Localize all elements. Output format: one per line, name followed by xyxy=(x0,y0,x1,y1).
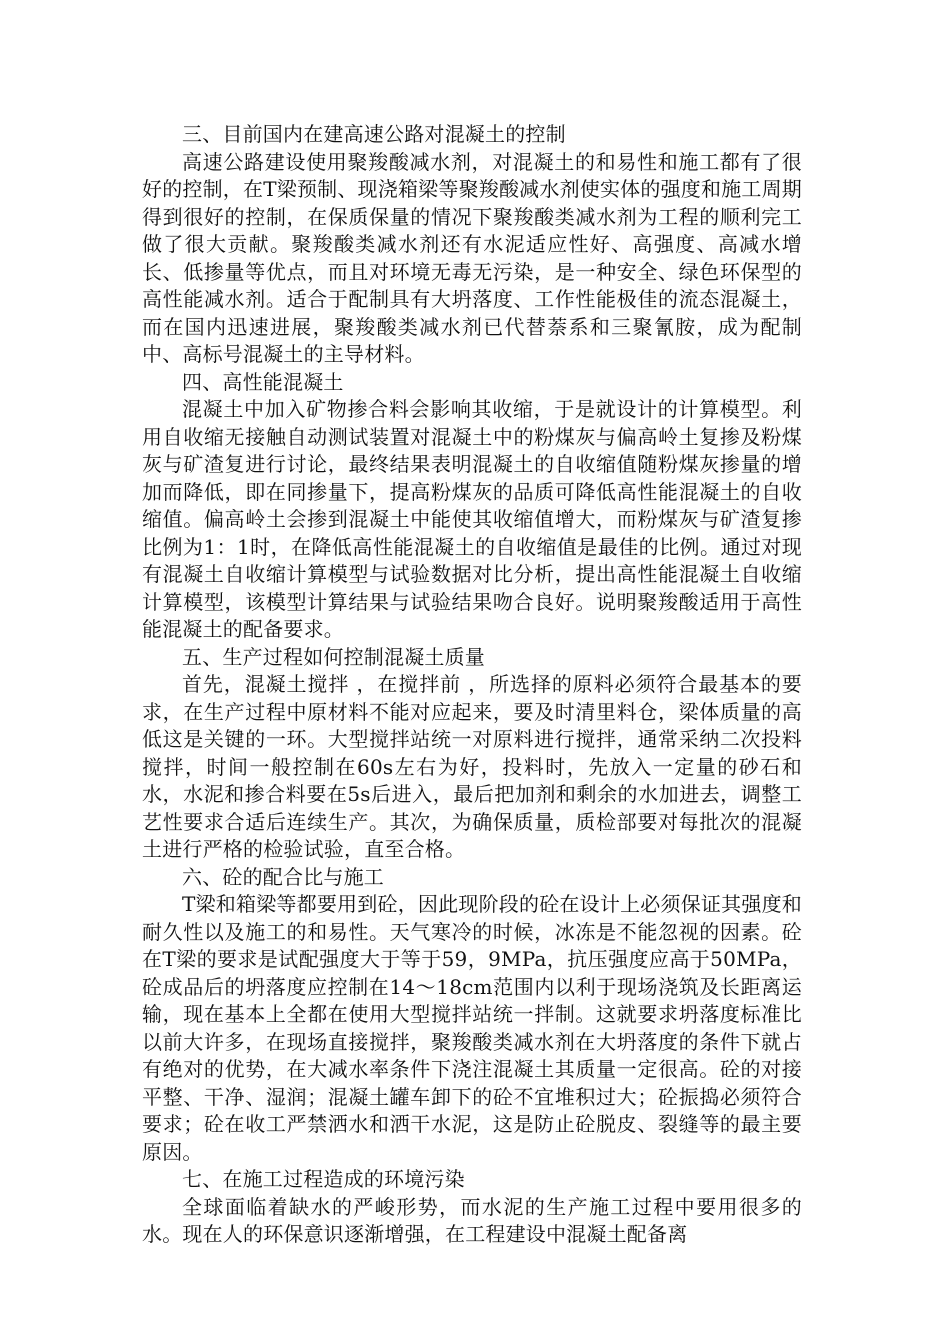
section-heading: 六、砼的配合比与施工 xyxy=(182,864,384,889)
document-page xyxy=(142,121,802,1249)
section-paragraph: 高速公路建设使用聚羧酸减水剂，对混凝土的和易性和施工都有了很好的控制，在T梁预制、现浇箱梁等聚羧酸减水剂使实体的强度和施工周期得到很好的控制，在保质保量的情况下聚羧酸类减水剂为工程的顺利完工做了很大贡献。聚羧酸类减水剂还有水泥适应性好、高强度、高减水增长、低掺量等优点，而且对环境无毒无污染，是一种安全、绿色环保型的高性能减水剂。适合于配制具有大坍落度、工作性能极佳的流态混凝土，而在国内迅速进展，聚羧酸类减水剂已代替萘系和三聚氰胺，成为配制中、高标号混凝土的主导材料。 xyxy=(142,149,802,366)
section-paragraph: 全球面临着缺水的严峻形势，而水泥的生产施工过程中要用很多的水。现在人的环保意识逐渐增强，在工程建设中混凝土配备离 xyxy=(142,1194,802,1246)
section-heading: 五、生产过程如何控制混凝土质量 xyxy=(182,644,485,669)
section-heading: 四、高性能混凝土 xyxy=(182,369,344,394)
section-paragraph: 首先，混凝土搅拌 ，在搅拌前 ，所选择的原料必须符合最基本的要求，在生产过程中原材料不能对应起来，要及时清里料仓，梁体质量的高低这是关键的一环。大型搅拌站统一对原料进行搅拌，通常采纳二次投料搅拌，时间一般控制在60s左右为好，投料时，先放入一定量的砂石和水，水泥和掺合料要在5s后进入，最后把加剂和剩余的水加进去，调整工艺性要求合适后连续生产。其次，为确保质量，质检部要对每批次的混凝土进行严格的检验试验，直至合格。 xyxy=(142,672,802,861)
section-paragraph: T梁和箱梁等都要用到砼，因此现阶段的砼在设计上必须保证其强度和耐久性以及施工的和易性。天气寒冷的时候，冰冻是不能忽视的因素。砼在T梁的要求是试配强度大于等于59，9MPa，抗压强度应高于50MPa，砼成品后的坍落度应控制在14～18cm范围内以利于现场浇筑及长距离运输，现在基本上全都在使用大型搅拌站统一拌制。这就要求坍落度标准比以前大许多，在现场直接搅拌，聚羧酸类减水剂在大坍落度的条件下就占有绝对的优势，在大减水率条件下浇注混凝土其质量一定很高。砼的对接平整、干净、湿润；混凝土罐车卸下的砼不宜堆积过大；砼振捣必须符合要求；砼在收工严禁洒水和洒干水泥，这是防止砼脱皮、裂缝等的最主要原因。 xyxy=(142,892,802,1164)
section-heading: 三、目前国内在建高速公路对混凝土的控制 xyxy=(182,122,566,146)
section-heading: 七、在施工过程造成的环境污染 xyxy=(182,1167,465,1191)
section-paragraph: 混凝土中加入矿物掺合料会影响其收缩，于是就设计的计算模型。利用自收缩无接触自动测试装置对混凝土中的粉煤灰与偏高岭土复掺及粉煤灰与矿渣复进行讨论，最终结果表明混凝土的自收缩值随粉煤灰掺量的增加而降低，即在同掺量下，提高粉煤灰的品质可降低高性能混凝土的自收缩值。偏高岭土会掺到混凝土中能使其收缩值增大，而粉煤灰与矿渣复掺比例为1：1时，在降低高性能混凝土的自收缩值是最佳的比例。通过对现有混凝土自收缩计算模型与试验数据对比分析，提出高性能混凝土自收缩计算模型，该模型计算结果与试验结果吻合良好。说明聚羧酸适用于高性能混凝土的配备要求。 xyxy=(142,397,802,641)
